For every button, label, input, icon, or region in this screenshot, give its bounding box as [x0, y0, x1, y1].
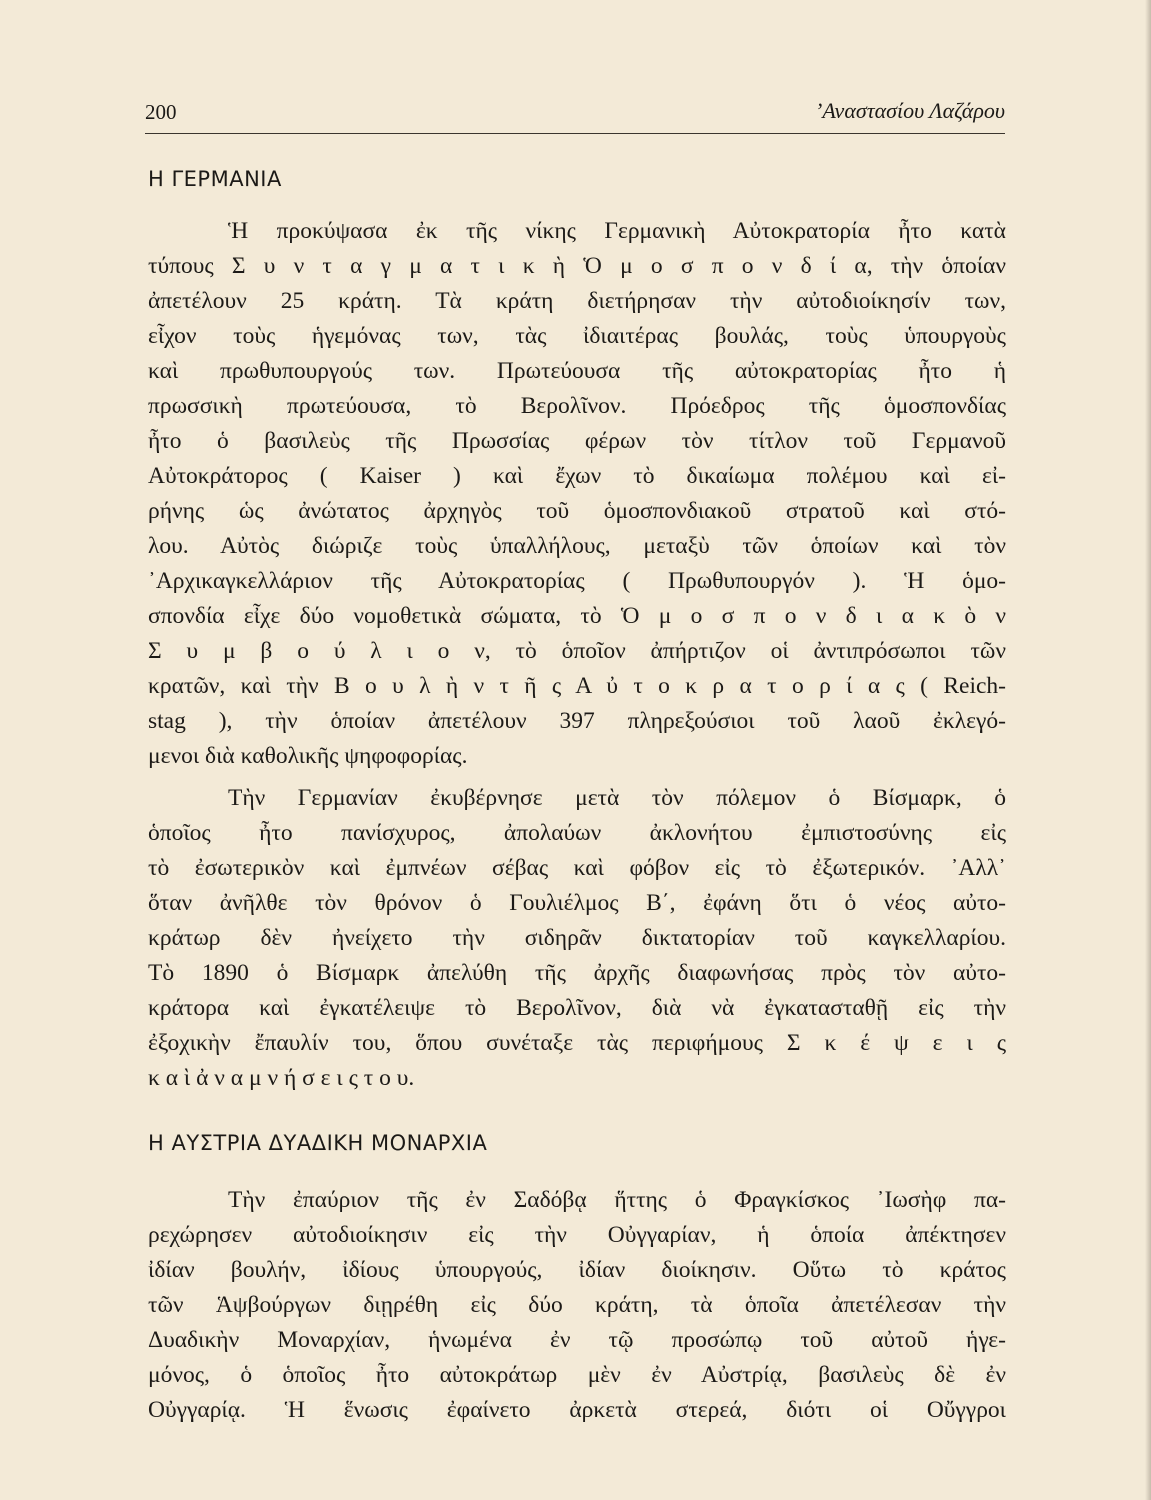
page-header: [145, 96, 1005, 130]
text-line: μόνος, ὁ ὁποῖος ἦτο αὐτοκράτωρ μὲν ἐν Αὐστρίᾳ, βασιλεὺς δὲ ἐν: [148, 1362, 1006, 1388]
text-line: τύπους Σ υ ν τ α γ μ α τ ι κ ὴ Ὁ μ ο σ π ο ν δ ί α, τὴν ὁποίαν: [148, 253, 1006, 279]
text-line: καὶ πρωθυπουργούς των. Πρωτεύουσα τῆς αὐτοκρατορίας ἦτο ἡ: [148, 358, 1006, 384]
text-line: ρεχώρησεν αὐτοδιοίκησιν εἰς τὴν Οὐγγαρίαν, ἡ ὁποία ἀπέκτησεν: [148, 1222, 1006, 1248]
text-line: ἦτο ὁ βασιλεὺς τῆς Πρωσσίας φέρων τὸν τίτλον τοῦ Γερμανοῦ: [148, 428, 1006, 454]
text-line: λου. Αὐτὸς διώριζε τοὺς ὑπαλλήλους, μεταξὺ τῶν ὁποίων καὶ τὸν: [148, 533, 1006, 559]
text-line: κρατῶν, καὶ τὴν Β ο υ λ ὴ ν τ ῆ ς Α ὐ τ ο κ ρ α τ ο ρ ί α ς ( Reich-: [148, 673, 1006, 699]
text-line: ὁποῖος ἦτο πανίσχυρος, ἀπολαύων ἀκλονήτου ἐμπιστοσύνης εἰς: [148, 820, 1006, 846]
section-heading-austria: Η ΑΥΣΤΡΙΑ ΔΥΑΔΙΚΗ ΜΟΝΑΡΧΙΑ: [148, 1131, 488, 1155]
text-line: Αὐτοκράτορος ( Kaiser ) καὶ ἔχων τὸ δικαίωμα πολέμου καὶ εἰ-: [148, 463, 1006, 489]
text-line: ρήνης ὡς ἀνώτατος ἀρχηγὸς τοῦ ὁμοσπονδιακοῦ στρατοῦ καὶ στό-: [148, 498, 1006, 524]
text-line: σπονδία εἶχε δύο νομοθετικὰ σώματα, τὸ Ὁ μ ο σ π ο ν δ ι α κ ὸ ν: [148, 603, 1006, 629]
text-line: ἐξοχικὴν ἔπαυλίν του, ὅπου συνέταξε τὰς περιφήμους Σ κ έ ψ ε ι ς: [148, 1030, 1006, 1056]
text-line: Δυαδικὴν Μοναρχίαν, ἡνωμένα ἐν τῷ προσώπῳ τοῦ αὐτοῦ ἡγε-: [148, 1327, 1006, 1353]
text-line: τῶν Ἁψβούργων διῃρέθη εἰς δύο κράτη, τὰ ὁποῖα ἀπετέλεσαν τὴν: [148, 1292, 1006, 1318]
paragraph-austria-dual-monarchy: [148, 1183, 1006, 1428]
text-line: ἰδίαν βουλήν, ἰδίους ὑπουργούς, ἰδίαν διοίκησιν. Οὕτω τὸ κράτος: [148, 1257, 1006, 1283]
text-line: ὅταν ἀνῆλθε τὸν θρόνον ὁ Γουλιέλμος Β΄, ἐφάνη ὅτι ὁ νέος αὐτο-: [148, 890, 1006, 916]
running-title: ’Αναστασίου Λαζάρου: [815, 98, 1005, 123]
text-line: μενοι διὰ καθολικῆς ψηφοφορίας.: [148, 743, 468, 769]
text-line: Τὴν ἐπαύριον τῆς ἐν Σαδόβᾳ ἥττης ὁ Φραγκίσκος ᾿Ιωσὴφ πα-: [228, 1187, 1006, 1213]
text-line: Τὸ 1890 ὁ Βίσμαρκ ἀπελύθη τῆς ἀρχῆς διαφωνήσας πρὸς τὸν αὐτο-: [148, 960, 1006, 986]
section-heading-germany: Η ΓΕΡΜΑΝΙΑ: [148, 167, 282, 191]
text-line: Σ υ μ β ο ύ λ ι ο ν, τὸ ὁποῖον ἀπήρτιζον οἱ ἀντιπρόσωποι τῶν: [148, 638, 1006, 664]
paragraph-germany-bismarck: [148, 781, 1006, 1096]
text-line: κράτορα καὶ ἐγκατέλειψε τὸ Βερολῖνον, διὰ νὰ ἐγκατασταθῇ εἰς τὴν: [148, 995, 1006, 1021]
text-line: πρωσσικὴ πρωτεύουσα, τὸ Βερολῖνον. Πρόεδρος τῆς ὁμοσπονδίας: [148, 393, 1006, 419]
text-line: ἀπετέλουν 25 κράτη. Τὰ κράτη διετήρησαν τὴν αὐτοδιοίκησίν των,: [148, 288, 1006, 314]
text-line: κ α ὶ ἀ ν α μ ν ή σ ε ι ς τ ο υ.: [148, 1065, 415, 1091]
page-edge-shadow: [1145, 0, 1151, 1500]
text-line: stag ), τὴν ὁποίαν ἀπετέλουν 397 πληρεξούσιοι τοῦ λαοῦ ἐκλεγό-: [148, 708, 1006, 734]
page-number: 200: [145, 100, 177, 124]
paragraph-germany-constitution: [148, 214, 1006, 774]
text-line: εἶχον τοὺς ἡγεμόνας των, τὰς ἰδιαιτέρας βουλάς, τοὺς ὑπουργοὺς: [148, 323, 1006, 349]
text-line: ᾿Αρχικαγκελλάριον τῆς Αὐτοκρατορίας ( Πρωθυπουργόν ). Ἡ ὁμο-: [148, 568, 1006, 594]
text-line: κράτωρ δὲν ἠνείχετο τὴν σιδηρᾶν δικτατορίαν τοῦ καγκελλαρίου.: [148, 925, 1006, 951]
header-rule: [145, 133, 1005, 134]
text-line: Οὐγγαρίᾳ. Ἡ ἕνωσις ἐφαίνετο ἀρκετὰ στερεά, διότι οἱ Οὔγγροι: [148, 1397, 1006, 1423]
text-line: Τὴν Γερμανίαν ἐκυβέρνησε μετὰ τὸν πόλεμον ὁ Βίσμαρκ, ὁ: [228, 785, 1006, 811]
text-line: τὸ ἐσωτερικὸν καὶ ἐμπνέων σέβας καὶ φόβον εἰς τὸ ἐξωτερικόν. ᾿Αλλ᾿: [148, 855, 1006, 881]
text-line: Ἡ προκύψασα ἐκ τῆς νίκης Γερμανικὴ Αὐτοκρατορία ἦτο κατὰ: [228, 218, 1006, 244]
